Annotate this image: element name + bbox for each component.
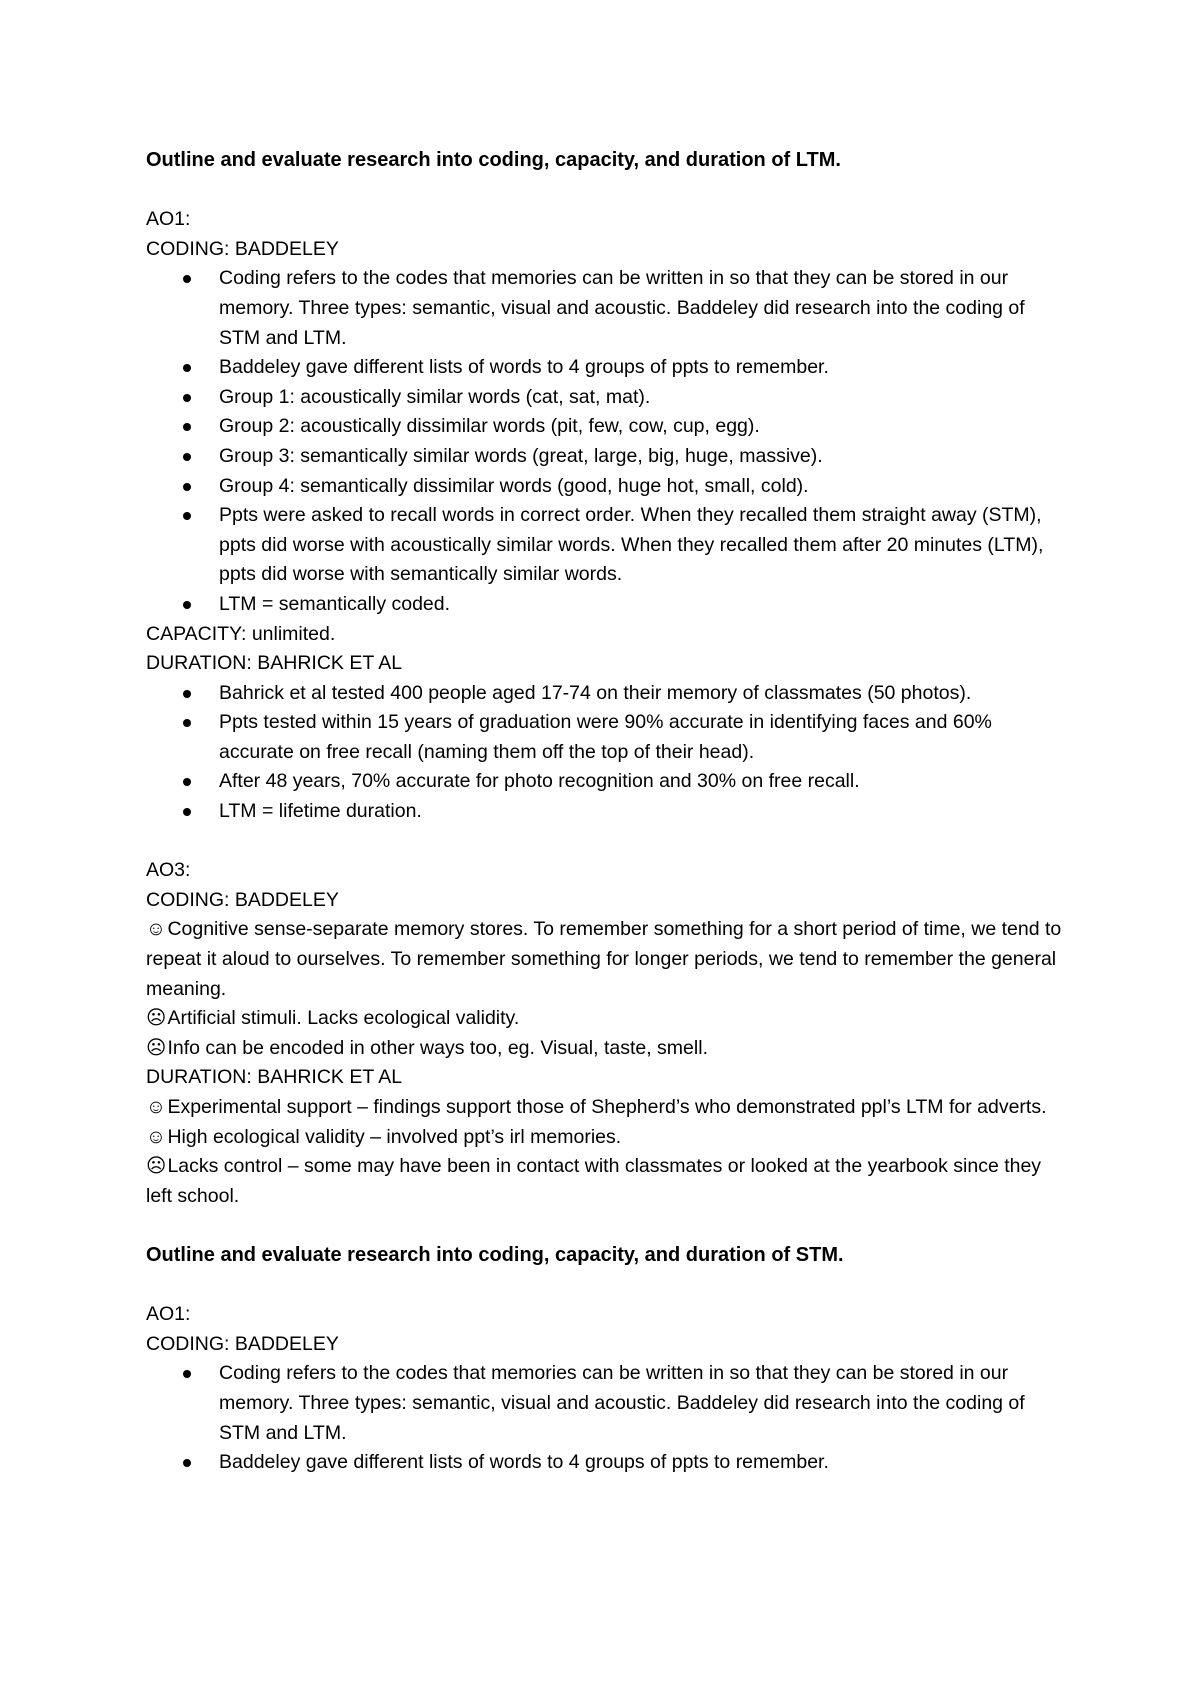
evaluation-text: Lacks control – some may have been in contact with classmates or looked at the yearbook since they left school. bbox=[146, 1155, 1042, 1207]
list-item-text: Baddeley gave different lists of words to 4 groups of ppts to remember. bbox=[219, 1451, 829, 1474]
list-item bbox=[146, 383, 1066, 413]
list-item bbox=[146, 590, 1066, 620]
ltm-ao3-coding-label: CODING: BADDELEY bbox=[146, 888, 339, 911]
smiley-icon: ☺ bbox=[146, 1125, 166, 1148]
bullet-icon bbox=[183, 394, 191, 402]
list-item bbox=[146, 1448, 1066, 1478]
list-item bbox=[146, 412, 1066, 442]
blank-line bbox=[146, 176, 1066, 206]
evaluation-point bbox=[146, 915, 1066, 1004]
list-item-text: Baddeley gave different lists of words to 4 groups of ppts to remember. bbox=[219, 356, 829, 379]
bullet-icon bbox=[183, 275, 191, 283]
frown-icon: ☹ bbox=[146, 1007, 167, 1030]
evaluation-text: Cognitive sense-separate memory stores. To remember something for a short period of time, we tend to repeat it aloud to ourselves. To remember something for longer periods, we tend to remember the general meaning. bbox=[146, 918, 1062, 1000]
bullet-icon bbox=[183, 1370, 191, 1378]
bullet-icon bbox=[183, 690, 191, 698]
evaluation-text: Info can be encoded in other ways too, eg. Visual, taste, smell. bbox=[167, 1036, 708, 1059]
bullet-icon bbox=[183, 808, 191, 816]
evaluation-text: Artificial stimuli. Lacks ecological validity. bbox=[167, 1007, 520, 1030]
list-item-text: Ppts tested within 15 years of graduation were 90% accurate in identifying faces and 60% accurate on free recall (naming them off the top of their head). bbox=[219, 711, 992, 763]
bullet-icon bbox=[183, 453, 191, 461]
evaluation-point bbox=[146, 1123, 1066, 1153]
stm-ao1-label: AO1: bbox=[146, 1303, 191, 1326]
bullet-icon bbox=[183, 512, 191, 520]
ltm-ao3-duration-label: DURATION: BAHRICK ET AL bbox=[146, 1066, 403, 1089]
bullet-icon bbox=[183, 483, 191, 491]
stm-coding-label: CODING: BADDELEY bbox=[146, 1332, 339, 1355]
evaluation-point bbox=[146, 1152, 1066, 1211]
ltm-ao3-label: AO3: bbox=[146, 859, 191, 882]
document-content bbox=[146, 146, 1066, 1478]
list-item bbox=[146, 708, 1066, 767]
list-item bbox=[146, 353, 1066, 383]
bullet-icon bbox=[183, 719, 191, 727]
list-item bbox=[146, 797, 1066, 827]
list-item-text: Ppts were asked to recall words in correct order. When they recalled them straight away (STM), ppts did worse with acoustically similar words. When they recalled them after 20 minutes (LTM), ppts did worse with semantically similar words. bbox=[219, 504, 1044, 586]
ltm-coding-label: CODING: BADDELEY bbox=[146, 237, 339, 260]
list-item-text: LTM = lifetime duration. bbox=[219, 800, 422, 823]
list-item-text: Group 3: semantically similar words (great, large, big, huge, massive). bbox=[219, 444, 823, 467]
list-item bbox=[146, 767, 1066, 797]
list-item bbox=[146, 679, 1066, 709]
bullet-icon bbox=[183, 423, 191, 431]
list-item-text: Group 4: semantically dissimilar words (good, huge hot, small, cold). bbox=[219, 474, 809, 497]
list-item-text: Coding refers to the codes that memories can be written in so that they can be stored in our memory. Three types: semantic, visual and acoustic. Baddeley did research into the coding of STM and LTM. bbox=[219, 1362, 1025, 1444]
blank-line bbox=[146, 1211, 1066, 1241]
bullet-icon bbox=[183, 364, 191, 372]
stm-heading: Outline and evaluate research into coding, capacity, and duration of STM. bbox=[146, 1243, 844, 1266]
list-item-text: LTM = semantically coded. bbox=[219, 592, 451, 615]
list-item-text: Bahrick et al tested 400 people aged 17-74 on their memory of classmates (50 photos). bbox=[219, 681, 972, 704]
list-item bbox=[146, 1359, 1066, 1448]
blank-line bbox=[146, 1271, 1066, 1301]
list-item-text: Group 2: acoustically dissimilar words (pit, few, cow, cup, egg). bbox=[219, 415, 760, 438]
list-item-text: Coding refers to the codes that memories can be written in so that they can be stored in our memory. Three types: semantic, visual and acoustic. Baddeley did research into the coding of STM and LTM. bbox=[219, 267, 1025, 349]
ltm-heading: Outline and evaluate research into coding, capacity, and duration of LTM. bbox=[146, 149, 841, 171]
list-item bbox=[146, 472, 1066, 502]
evaluation-point bbox=[146, 1004, 1066, 1034]
list-item-text: Group 1: acoustically similar words (cat, sat, mat). bbox=[219, 385, 651, 408]
smiley-icon: ☺ bbox=[146, 1096, 166, 1118]
bullet-icon bbox=[183, 778, 191, 786]
evaluation-point bbox=[146, 1093, 1066, 1123]
bullet-icon bbox=[183, 601, 191, 609]
ltm-duration-label: DURATION: BAHRICK ET AL bbox=[146, 652, 403, 675]
list-item bbox=[146, 501, 1066, 590]
ltm-duration-list bbox=[146, 679, 1066, 827]
frown-icon: ☹ bbox=[146, 1036, 167, 1059]
frown-icon: ☹ bbox=[146, 1155, 167, 1178]
bullet-icon bbox=[183, 1459, 191, 1467]
smiley-icon: ☺ bbox=[146, 918, 166, 941]
evaluation-text: High ecological validity – involved ppt’s irl memories. bbox=[167, 1125, 622, 1148]
list-item bbox=[146, 442, 1066, 472]
stm-coding-list bbox=[146, 1359, 1066, 1477]
ltm-capacity-line: CAPACITY: unlimited. bbox=[146, 622, 336, 645]
ltm-ao1-label: AO1: bbox=[146, 208, 191, 231]
evaluation-point bbox=[146, 1034, 1066, 1064]
list-item bbox=[146, 264, 1066, 353]
ltm-coding-list bbox=[146, 264, 1066, 619]
evaluation-text: Experimental support – findings support those of Shepherd’s who demonstrated ppl’s LTM for adverts. bbox=[167, 1096, 1047, 1118]
blank-line bbox=[146, 827, 1066, 857]
list-item-text: After 48 years, 70% accurate for photo recognition and 30% on free recall. bbox=[219, 770, 860, 793]
